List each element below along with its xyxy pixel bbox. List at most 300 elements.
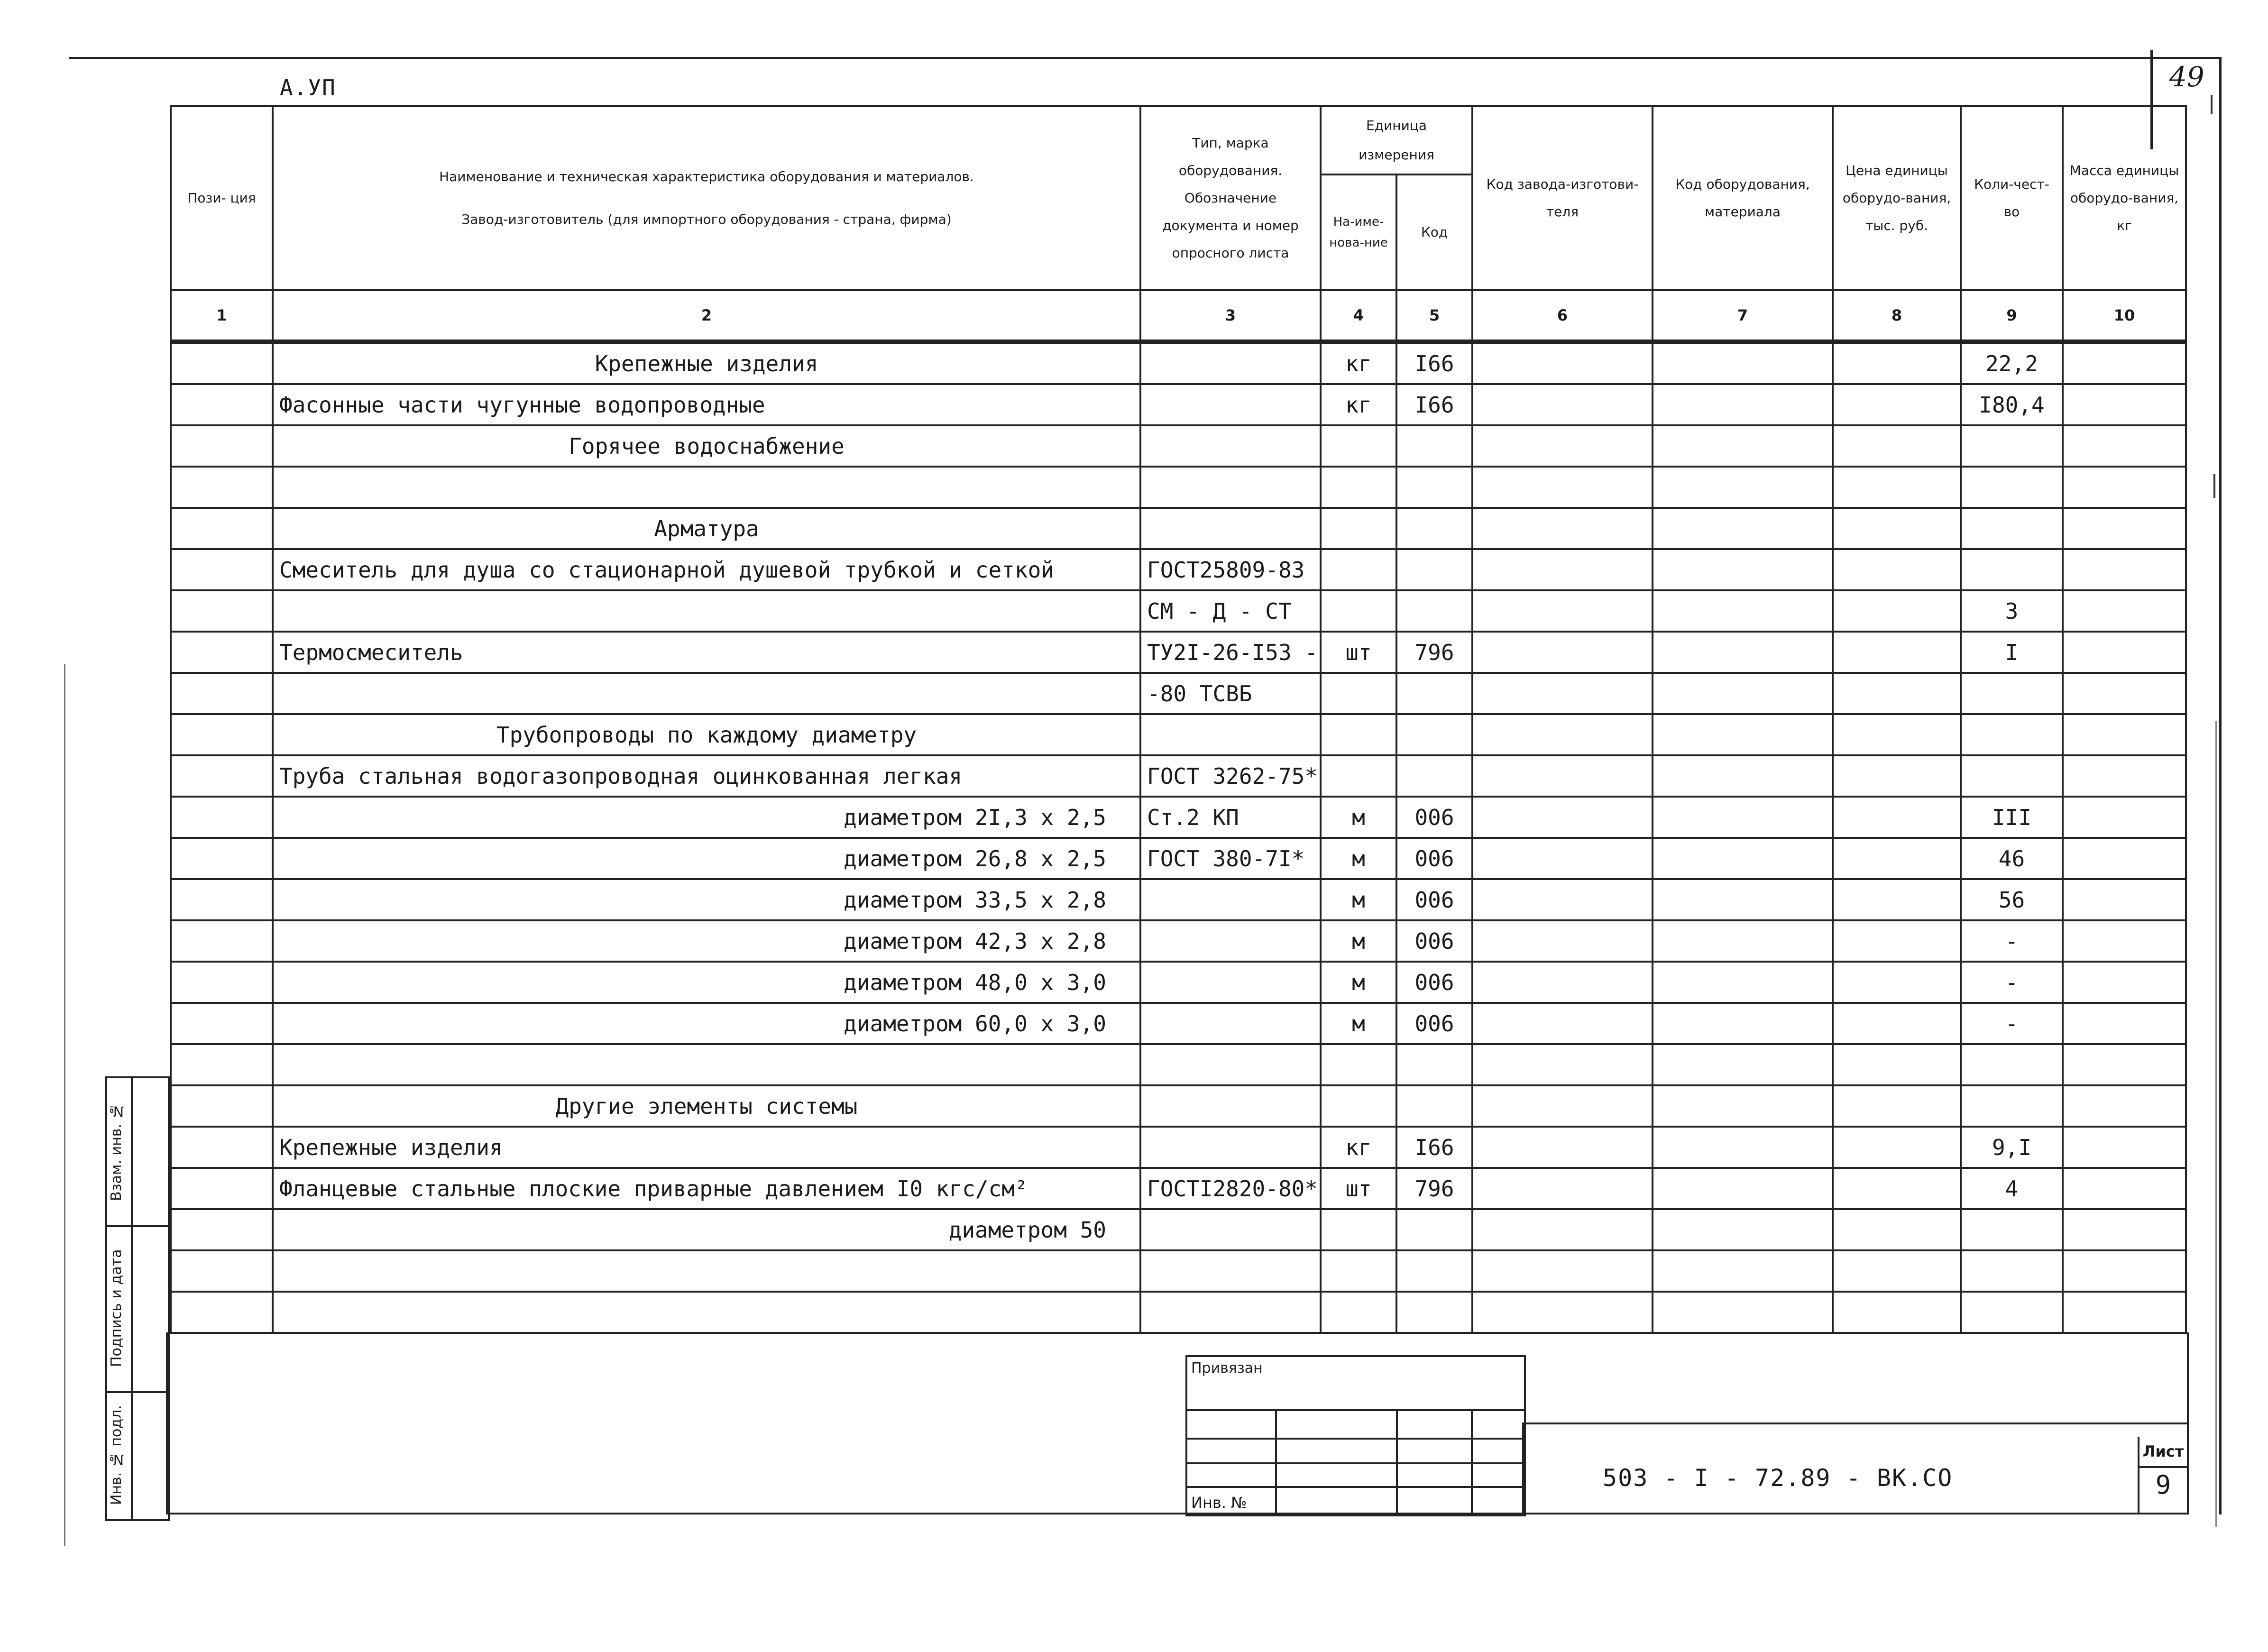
cell-unit-code: [1396, 673, 1472, 714]
cell-maker-code: [1472, 425, 1653, 467]
cell-maker-code: [1472, 1044, 1653, 1085]
stamp-line: [1396, 1409, 1398, 1514]
cell-mass: [2063, 1085, 2186, 1127]
cell-maker-code: [1472, 632, 1653, 673]
cell-equip-code: [1653, 590, 1833, 632]
cell-unit-code: 796: [1396, 632, 1472, 673]
cell-unit: кг: [1321, 342, 1396, 385]
cell-equip-code: [1653, 1209, 1833, 1250]
table-row: [171, 962, 2186, 1003]
cell-type: [1140, 1003, 1321, 1044]
table-row: [171, 1250, 2186, 1292]
cell-mass: [2063, 1209, 2186, 1250]
cell-pos: [171, 342, 273, 385]
cell-qty: 46: [1961, 838, 2063, 879]
cell-pos: [171, 384, 273, 425]
cell-unit: [1321, 1209, 1396, 1250]
cell-maker-code: [1472, 797, 1653, 838]
inv-orig-label: Инв. № подл.: [108, 1405, 125, 1505]
cell-price: [1833, 673, 1961, 714]
cell-type: ГОСТ25809-83: [1140, 549, 1321, 590]
cell-pos: [171, 673, 273, 714]
cell-unit: м: [1321, 879, 1396, 920]
cell-qty: [1961, 549, 2063, 590]
cell-type: [1140, 508, 1321, 549]
header-mass: Масса единицы оборудо-вания, кг: [2063, 106, 2186, 290]
cell-pos: [171, 425, 273, 467]
cell-pos: [171, 1292, 273, 1333]
cell-maker-code: [1472, 1127, 1653, 1168]
cell-mass: [2063, 342, 2186, 385]
cell-unit: м: [1321, 962, 1396, 1003]
cell-price: [1833, 714, 1961, 755]
cell-mass: [2063, 1292, 2186, 1333]
document-number: 503 - I - 72.89 - ВК.СО: [1603, 1464, 1953, 1492]
cell-mass: [2063, 467, 2186, 508]
cell-type: [1140, 342, 1321, 385]
table-row: [171, 1085, 2186, 1127]
table-row: [171, 1127, 2186, 1168]
table-row: [171, 590, 2186, 632]
cell-unit-code: 796: [1396, 1168, 1472, 1209]
cell-qty: [1961, 755, 2063, 797]
cell-type: [1140, 1209, 1321, 1250]
cell-unit-code: [1396, 755, 1472, 797]
cell-unit-code: [1396, 714, 1472, 755]
cell-qty: [1961, 1044, 2063, 1085]
cell-price: [1833, 384, 1961, 425]
cell-type: ТУ2I-26-I53 -: [1140, 632, 1321, 673]
cell-unit: [1321, 590, 1396, 632]
cell-price: [1833, 1209, 1961, 1250]
cell-equip-code: [1653, 508, 1833, 549]
cell-unit-code: 006: [1396, 1003, 1472, 1044]
stamp-line: [1187, 1409, 1524, 1411]
cell-maker-code: [1472, 879, 1653, 920]
column-number: 1: [171, 290, 273, 342]
header-row: [171, 106, 2186, 174]
cell-price: [1833, 962, 1961, 1003]
cell-qty: -: [1961, 962, 2063, 1003]
cell-qty: [1961, 1085, 2063, 1127]
cell-qty: [1961, 1292, 2063, 1333]
cell-qty: I80,4: [1961, 384, 2063, 425]
cell-maker-code: [1472, 1292, 1653, 1333]
table-row: [171, 879, 2186, 920]
cell-equip-code: [1653, 920, 1833, 962]
header-unit-group: Единица измерения: [1321, 106, 1472, 174]
stamp-line: [1187, 1486, 1524, 1488]
header-pos: Пози- ция: [171, 106, 273, 290]
cell-unit: м: [1321, 1003, 1396, 1044]
column-number: 8: [1833, 290, 1961, 342]
table-row: [171, 1003, 2186, 1044]
cell-type: -80 ТСВБ: [1140, 673, 1321, 714]
cell-type: [1140, 1250, 1321, 1292]
table-row: [171, 1168, 2186, 1209]
cell-pos: [171, 1044, 273, 1085]
cell-pos: [171, 714, 273, 755]
cell-name: Другие элементы системы: [273, 1085, 1140, 1127]
cell-equip-code: [1653, 673, 1833, 714]
cell-unit-code: 006: [1396, 838, 1472, 879]
cell-equip-code: [1653, 1168, 1833, 1209]
stamp-line: [1471, 1409, 1473, 1514]
cell-equip-code: [1653, 425, 1833, 467]
stamp-inv-label: Инв. №: [1191, 1494, 1247, 1512]
cell-maker-code: [1472, 714, 1653, 755]
cell-pos: [171, 508, 273, 549]
cell-mass: [2063, 632, 2186, 673]
cell-unit-code: [1396, 1209, 1472, 1250]
cell-qty: [1961, 425, 2063, 467]
cell-mass: [2063, 714, 2186, 755]
swap-inv-label: Взам. инв. №: [108, 1102, 125, 1201]
stamp-line: [1275, 1409, 1277, 1514]
cell-name: [273, 467, 1140, 508]
cell-unit: [1321, 425, 1396, 467]
table-row: [171, 673, 2186, 714]
cell-name: Крепежные изделия: [273, 342, 1140, 385]
cell-pos: [171, 549, 273, 590]
cell-price: [1833, 1085, 1961, 1127]
cell-maker-code: [1472, 508, 1653, 549]
cell-unit-code: [1396, 549, 1472, 590]
header-equip-code: Код оборудования, материала: [1653, 106, 1833, 290]
cell-unit: [1321, 1292, 1396, 1333]
cell-unit-code: 006: [1396, 920, 1472, 962]
cell-pos: [171, 1085, 273, 1127]
cell-equip-code: [1653, 549, 1833, 590]
sheet-number: 9: [2155, 1470, 2171, 1500]
cell-name: диаметром 33,5 x 2,8: [273, 879, 1140, 920]
cell-mass: [2063, 838, 2186, 879]
cell-mass: [2063, 1003, 2186, 1044]
cell-qty: [1961, 714, 2063, 755]
column-number: 6: [1472, 290, 1653, 342]
cell-name: диаметром 50: [273, 1209, 1140, 1250]
cell-name: Труба стальная водогазопроводная оцинкованная легкая: [273, 755, 1140, 797]
table-row: [171, 838, 2186, 879]
cell-qty: III: [1961, 797, 2063, 838]
cell-equip-code: [1653, 1085, 1833, 1127]
cell-price: [1833, 1292, 1961, 1333]
cell-qty: [1961, 1209, 2063, 1250]
cell-maker-code: [1472, 920, 1653, 962]
cell-qty: [1961, 1250, 2063, 1292]
sheet-box: [2138, 1437, 2187, 1513]
header-type: Тип, марка оборудования. Обозначение документа и номер опросного листа: [1140, 106, 1321, 290]
cell-price: [1833, 342, 1961, 385]
table-row: [171, 1209, 2186, 1250]
header-name: Наименование и техническая характеристика оборудования и материалов. Завод-изготовитель (для импортного оборудования - страна, фирма): [273, 106, 1140, 290]
cell-qty: -: [1961, 1003, 2063, 1044]
table-row: [171, 755, 2186, 797]
cell-qty: [1961, 673, 2063, 714]
cell-name: диаметром 48,0 x 3,0: [273, 962, 1140, 1003]
cell-maker-code: [1472, 467, 1653, 508]
cell-pos: [171, 1209, 273, 1250]
header-qty: Коли-чест-во: [1961, 106, 2063, 290]
header-tag: А.УП: [280, 75, 336, 101]
cell-type: [1140, 425, 1321, 467]
cell-pos: [171, 590, 273, 632]
cell-unit-code: [1396, 508, 1472, 549]
cell-pos: [171, 1250, 273, 1292]
cell-price: [1833, 1250, 1961, 1292]
table-row: [171, 342, 2186, 385]
cell-equip-code: [1653, 962, 1833, 1003]
cell-price: [1833, 755, 1961, 797]
table-row: [171, 384, 2186, 425]
sign-date-label: Подпись и дата: [108, 1249, 125, 1367]
cell-maker-code: [1472, 549, 1653, 590]
cell-unit: м: [1321, 838, 1396, 879]
cell-equip-code: [1653, 1127, 1833, 1168]
margin-tick: [2213, 474, 2215, 498]
cell-qty: 3: [1961, 590, 2063, 632]
cell-unit: [1321, 1085, 1396, 1127]
stamp-line: [1187, 1462, 1524, 1464]
cell-maker-code: [1472, 755, 1653, 797]
cell-qty: I: [1961, 632, 2063, 673]
side-divider: [131, 1078, 133, 1519]
cell-pos: [171, 1003, 273, 1044]
cell-unit-code: [1396, 425, 1472, 467]
cell-mass: [2063, 508, 2186, 549]
side-divider: [107, 1225, 168, 1227]
cell-mass: [2063, 755, 2186, 797]
cell-type: ГОСТI2820-80*: [1140, 1168, 1321, 1209]
cell-mass: [2063, 962, 2186, 1003]
cell-unit-code: 006: [1396, 962, 1472, 1003]
cell-unit: [1321, 714, 1396, 755]
cell-unit: шт: [1321, 632, 1396, 673]
cell-name: Арматура: [273, 508, 1140, 549]
table-row: [171, 508, 2186, 549]
page-mark: 49: [2169, 61, 2204, 93]
side-stamp: [105, 1076, 170, 1521]
cell-type: [1140, 879, 1321, 920]
cell-price: [1833, 632, 1961, 673]
table-row: [171, 632, 2186, 673]
cell-equip-code: [1653, 838, 1833, 879]
cell-maker-code: [1472, 1085, 1653, 1127]
table-row: [171, 920, 2186, 962]
cell-name: [273, 1250, 1140, 1292]
cell-name: диаметром 26,8 x 2,5: [273, 838, 1140, 879]
cell-unit-code: [1396, 1044, 1472, 1085]
cell-unit-code: I66: [1396, 384, 1472, 425]
cell-maker-code: [1472, 1209, 1653, 1250]
cell-type: [1140, 1085, 1321, 1127]
stamp-line: [1187, 1438, 1524, 1440]
cell-unit: [1321, 549, 1396, 590]
cell-equip-code: [1653, 384, 1833, 425]
cell-equip-code: [1653, 1250, 1833, 1292]
cell-pos: [171, 879, 273, 920]
cell-unit-code: [1396, 590, 1472, 632]
binding-label: Привязан: [1191, 1360, 1263, 1377]
cell-equip-code: [1653, 879, 1833, 920]
cell-qty: [1961, 467, 2063, 508]
cell-type: [1140, 962, 1321, 1003]
cell-mass: [2063, 1250, 2186, 1292]
cell-name: [273, 590, 1140, 632]
cell-unit: [1321, 1044, 1396, 1085]
cell-price: [1833, 1127, 1961, 1168]
cell-type: СМ - Д - СТ: [1140, 590, 1321, 632]
cell-type: [1140, 920, 1321, 962]
column-number: 10: [2063, 290, 2186, 342]
column-number: 9: [1961, 290, 2063, 342]
cell-mass: [2063, 673, 2186, 714]
cell-unit: [1321, 508, 1396, 549]
cell-equip-code: [1653, 755, 1833, 797]
cell-qty: 22,2: [1961, 342, 2063, 385]
cell-unit: [1321, 673, 1396, 714]
cell-mass: [2063, 549, 2186, 590]
cell-pos: [171, 755, 273, 797]
cell-maker-code: [1472, 838, 1653, 879]
specification-table: [170, 105, 2187, 1334]
cell-name: [273, 1044, 1140, 1085]
cell-mass: [2063, 1168, 2186, 1209]
cell-qty: -: [1961, 920, 2063, 962]
header-unit-code: Код: [1396, 174, 1472, 290]
cell-name: диаметром 2I,3 x 2,5: [273, 797, 1140, 838]
cell-unit-code: I66: [1396, 1127, 1472, 1168]
cell-equip-code: [1653, 797, 1833, 838]
cell-equip-code: [1653, 632, 1833, 673]
cell-unit: шт: [1321, 1168, 1396, 1209]
cell-mass: [2063, 590, 2186, 632]
cell-equip-code: [1653, 1044, 1833, 1085]
table-row: [171, 1292, 2186, 1333]
cell-qty: 56: [1961, 879, 2063, 920]
cell-type: ГОСТ 380-7I*: [1140, 838, 1321, 879]
cell-price: [1833, 879, 1961, 920]
column-number: 2: [273, 290, 1140, 342]
cell-qty: 9,I: [1961, 1127, 2063, 1168]
cell-equip-code: [1653, 342, 1833, 385]
table-body: [171, 342, 2186, 1333]
cell-mass: [2063, 384, 2186, 425]
cell-name: Термосмеситель: [273, 632, 1140, 673]
cell-pos: [171, 962, 273, 1003]
cell-name: Горячее водоснабжение: [273, 425, 1140, 467]
header-price: Цена единицы оборудо-вания, тыс. руб.: [1833, 106, 1961, 290]
cell-mass: [2063, 1127, 2186, 1168]
cell-price: [1833, 467, 1961, 508]
cell-qty: 4: [1961, 1168, 2063, 1209]
cell-price: [1833, 590, 1961, 632]
cell-pos: [171, 920, 273, 962]
cell-price: [1833, 838, 1961, 879]
cell-maker-code: [1472, 1250, 1653, 1292]
cell-unit-code: [1396, 1292, 1472, 1333]
table-row: [171, 714, 2186, 755]
margin-tick: [2211, 95, 2213, 114]
cell-type: [1140, 384, 1321, 425]
header-unit-name: На-име-нова-ние: [1321, 174, 1396, 290]
cell-pos: [171, 838, 273, 879]
margin-tick: [64, 664, 65, 1546]
cell-price: [1833, 1044, 1961, 1085]
cell-equip-code: [1653, 1292, 1833, 1333]
binding-stamp: [1185, 1355, 1526, 1516]
cell-pos: [171, 797, 273, 838]
cell-name: [273, 673, 1140, 714]
cell-name: Трубопроводы по каждому диаметру: [273, 714, 1140, 755]
cell-mass: [2063, 920, 2186, 962]
cell-qty: [1961, 508, 2063, 549]
cell-maker-code: [1472, 962, 1653, 1003]
cell-equip-code: [1653, 714, 1833, 755]
cell-maker-code: [1472, 1003, 1653, 1044]
table-row: [171, 1044, 2186, 1085]
cell-price: [1833, 920, 1961, 962]
cell-unit-code: 006: [1396, 797, 1472, 838]
cell-maker-code: [1472, 590, 1653, 632]
cell-unit-code: [1396, 467, 1472, 508]
cell-mass: [2063, 425, 2186, 467]
cell-unit: кг: [1321, 1127, 1396, 1168]
column-number-row: [171, 290, 2186, 342]
cell-unit: [1321, 467, 1396, 508]
header-maker-code: Код завода-изготови-теля: [1472, 106, 1653, 290]
cell-unit-code: 006: [1396, 879, 1472, 920]
column-number: 4: [1321, 290, 1396, 342]
cell-name: Фланцевые стальные плоские приварные давлением I0 кгс/см²: [273, 1168, 1140, 1209]
cell-unit-code: [1396, 1250, 1472, 1292]
cell-pos: [171, 1168, 273, 1209]
cell-price: [1833, 425, 1961, 467]
cell-type: [1140, 1292, 1321, 1333]
cell-unit: кг: [1321, 384, 1396, 425]
cell-unit: [1321, 755, 1396, 797]
cell-unit: [1321, 1250, 1396, 1292]
cell-name: диаметром 60,0 x 3,0: [273, 1003, 1140, 1044]
cell-pos: [171, 467, 273, 508]
table-row: [171, 797, 2186, 838]
cell-unit-code: I66: [1396, 342, 1472, 385]
cell-pos: [171, 1127, 273, 1168]
cell-unit: м: [1321, 920, 1396, 962]
cell-price: [1833, 1003, 1961, 1044]
column-number: 3: [1140, 290, 1321, 342]
cell-type: [1140, 1127, 1321, 1168]
cell-mass: [2063, 879, 2186, 920]
margin-tick: [2215, 721, 2217, 1527]
cell-type: Ст.2 КП: [1140, 797, 1321, 838]
cell-pos: [171, 632, 273, 673]
cell-name: [273, 1292, 1140, 1333]
cell-unit: м: [1321, 797, 1396, 838]
cell-name: Фасонные части чугунные водопроводные: [273, 384, 1140, 425]
cell-maker-code: [1472, 1168, 1653, 1209]
cell-name: Крепежные изделия: [273, 1127, 1140, 1168]
cell-type: [1140, 714, 1321, 755]
cell-maker-code: [1472, 384, 1653, 425]
cell-equip-code: [1653, 467, 1833, 508]
cell-name: диаметром 42,3 x 2,8: [273, 920, 1140, 962]
cell-price: [1833, 797, 1961, 838]
cell-type: [1140, 467, 1321, 508]
cell-unit-code: [1396, 1085, 1472, 1127]
cell-maker-code: [1472, 673, 1653, 714]
cell-type: ГОСТ 3262-75*: [1140, 755, 1321, 797]
